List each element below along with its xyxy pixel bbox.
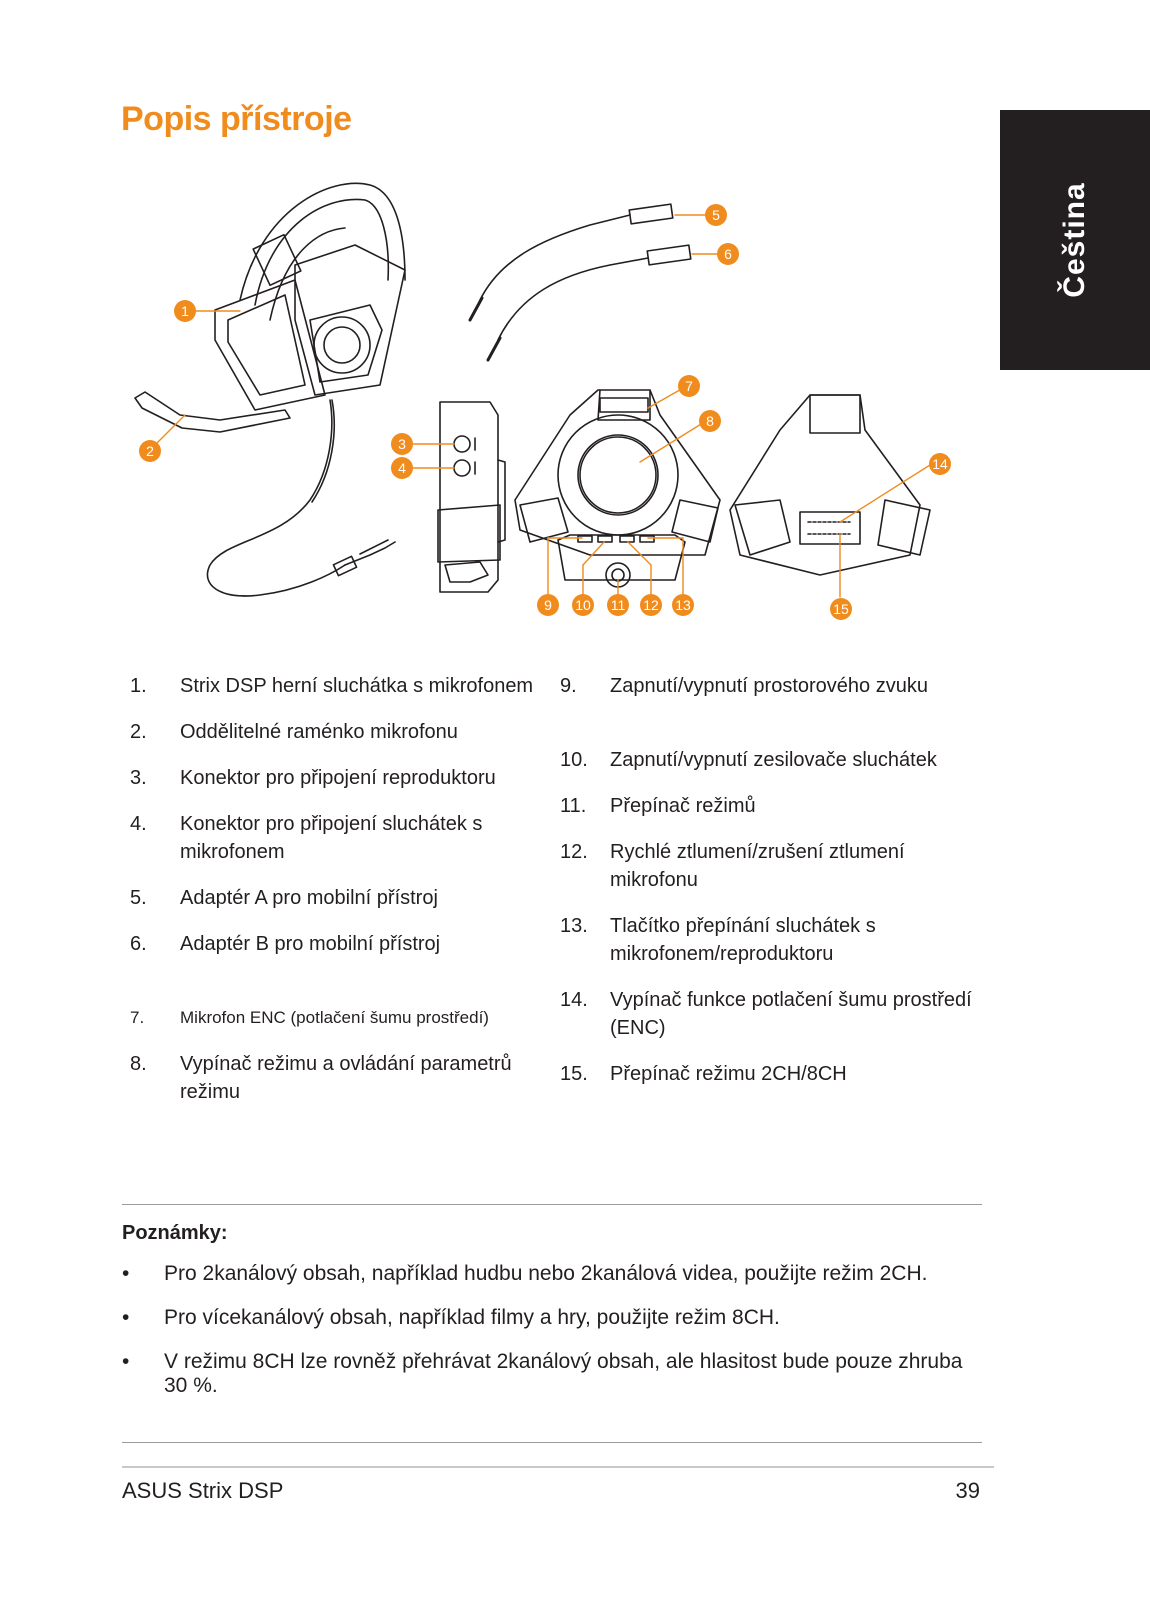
callout-7-label: 7 bbox=[685, 378, 693, 394]
part-description: Vypínač funkce potlačení šumu prostředí (ENC) bbox=[610, 989, 972, 1039]
callout-14-label: 14 bbox=[932, 456, 948, 472]
part-number: 2. bbox=[130, 721, 147, 743]
callout-11-label: 11 bbox=[610, 597, 626, 613]
callout-13-label: 13 bbox=[675, 597, 691, 613]
part-description: Zapnutí/vypnutí zesilovače sluchátek bbox=[610, 749, 937, 771]
note-item bbox=[122, 1350, 972, 1398]
part-description: Vypínač režimu a ovládání parametrů režimu bbox=[180, 1053, 512, 1103]
footer-divider bbox=[122, 1466, 994, 1468]
footer-product-name: ASUS Strix DSP bbox=[122, 1478, 284, 1503]
callout-15-label: 15 bbox=[833, 601, 849, 617]
headset-illustration bbox=[135, 183, 405, 596]
part-number: 13. bbox=[560, 915, 588, 937]
part-item bbox=[130, 810, 550, 866]
notes-list bbox=[122, 1262, 972, 1418]
note-text: Pro 2kanálový obsah, například hudbu nebo 2kanálová videa, použijte režim 2CH. bbox=[164, 1262, 928, 1285]
callout-9-label: 9 bbox=[544, 597, 552, 613]
bullet-icon: • bbox=[122, 1306, 130, 1329]
part-number: 3. bbox=[130, 767, 147, 789]
part-item bbox=[560, 912, 980, 968]
parts-column-left bbox=[130, 672, 550, 1124]
part-description: Přepínač režimů bbox=[610, 795, 756, 817]
part-description: Tlačítko přepínání sluchátek s mikrofonem/reproduktoru bbox=[610, 915, 876, 965]
part-description: Konektor pro připojení sluchátek s mikrofonem bbox=[180, 813, 483, 863]
part-item bbox=[560, 838, 980, 894]
note-item bbox=[122, 1306, 972, 1330]
callout-5-label: 5 bbox=[712, 207, 720, 223]
part-number: 11. bbox=[560, 795, 587, 817]
callout-12-label: 12 bbox=[643, 597, 659, 613]
part-item bbox=[560, 792, 980, 820]
part-number: 10. bbox=[560, 749, 588, 771]
page-title: Popis přístroje bbox=[121, 100, 352, 138]
callout-1-label: 1 bbox=[181, 303, 189, 319]
part-description: Mikrofon ENC (potlačení šumu prostředí) bbox=[180, 1008, 489, 1027]
part-description: Konektor pro připojení reproduktoru bbox=[180, 767, 496, 789]
part-item bbox=[130, 930, 550, 958]
part-number: 14. bbox=[560, 989, 588, 1011]
amp-side-view-illustration bbox=[438, 402, 505, 592]
part-number: 15. bbox=[560, 1063, 588, 1085]
note-item bbox=[122, 1262, 972, 1286]
part-number: 4. bbox=[130, 813, 147, 835]
device-diagram bbox=[120, 170, 1000, 650]
part-item bbox=[130, 1050, 550, 1106]
part-item bbox=[560, 986, 980, 1042]
bullet-icon: • bbox=[122, 1350, 130, 1373]
part-number: 6. bbox=[130, 933, 147, 955]
language-tab bbox=[1000, 110, 1150, 370]
part-item bbox=[560, 1060, 980, 1088]
divider-bottom bbox=[122, 1442, 982, 1443]
callout-10-label: 10 bbox=[575, 597, 591, 613]
part-description: Zapnutí/vypnutí prostorového zvuku bbox=[610, 675, 928, 697]
part-item bbox=[130, 718, 550, 746]
callout-2-label: 2 bbox=[146, 443, 154, 459]
notes-heading: Poznámky: bbox=[122, 1222, 228, 1244]
part-item bbox=[130, 672, 550, 700]
callout-6-label: 6 bbox=[724, 246, 732, 262]
callout-4-label: 4 bbox=[398, 460, 406, 476]
part-description: Oddělitelné raménko mikrofonu bbox=[180, 721, 458, 743]
language-tab-label: Čeština bbox=[1058, 182, 1091, 298]
callout-8-label: 8 bbox=[706, 413, 714, 429]
note-text: Pro vícekanálový obsah, například filmy a hry, použijte režim 8CH. bbox=[164, 1306, 780, 1329]
part-number: 9. bbox=[560, 675, 577, 697]
divider-top bbox=[122, 1204, 982, 1205]
bullet-icon: • bbox=[122, 1262, 130, 1285]
part-number: 8. bbox=[130, 1053, 147, 1075]
part-number: 12. bbox=[560, 841, 588, 863]
part-item bbox=[130, 764, 550, 792]
parts-column-right bbox=[560, 672, 980, 1106]
part-description: Adaptér B pro mobilní přístroj bbox=[180, 933, 441, 955]
amp-bottom-view-illustration bbox=[730, 395, 930, 575]
part-description: Adaptér A pro mobilní přístroj bbox=[180, 887, 438, 909]
part-item bbox=[560, 672, 980, 700]
part-number: 5. bbox=[130, 887, 147, 909]
part-description: Rychlé ztlumení/zrušení ztlumení mikrofonu bbox=[610, 841, 905, 891]
part-item bbox=[130, 884, 550, 912]
adapter-cables-illustration bbox=[470, 204, 691, 360]
callout-3-label: 3 bbox=[398, 436, 406, 452]
part-number: 1. bbox=[130, 675, 147, 697]
part-number: 7. bbox=[130, 1008, 145, 1027]
part-item bbox=[560, 746, 980, 774]
note-text: V režimu 8CH lze rovněž přehrávat 2kanálový obsah, ale hlasitost bude pouze zhruba 30 %. bbox=[164, 1350, 963, 1397]
page-number: 39 bbox=[955, 1478, 980, 1503]
part-description: Strix DSP herní sluchátka s mikrofonem bbox=[180, 675, 534, 697]
part-item bbox=[130, 1004, 550, 1032]
amp-top-view-illustration bbox=[515, 390, 720, 587]
part-description: Přepínač režimu 2CH/8CH bbox=[610, 1063, 847, 1085]
